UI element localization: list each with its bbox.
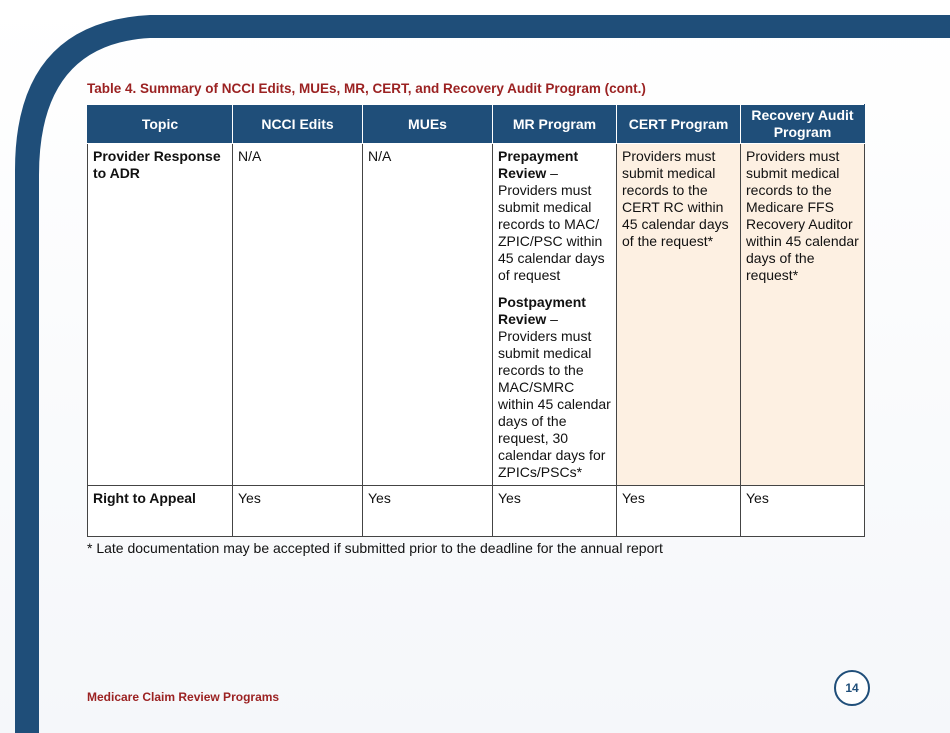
mr-prepayment-block <box>498 148 611 284</box>
header-mues: MUEs <box>363 105 493 144</box>
header-recovery-audit-program: Recovery Audit Program <box>741 105 865 144</box>
mr-postpayment-dash: – <box>546 311 558 327</box>
header-mr-program: MR Program <box>493 105 617 144</box>
cell-topic: Right to Appeal <box>88 486 233 537</box>
cell-mr-program <box>493 144 617 486</box>
cell-mues: N/A <box>363 144 493 486</box>
header-cert-program: CERT Program <box>617 105 741 144</box>
table-title: Table 4. Summary of NCCI Edits, MUEs, MR, CERT, and Recovery Audit Program (cont.) <box>87 81 646 96</box>
cell-recovery-audit-program: Yes <box>741 486 865 537</box>
cell-ncci-edits: Yes <box>233 486 363 537</box>
cell-recovery-audit-program: Providers must submit medical records to the Medicare FFS Recovery Auditor within 45 calendar days of the request* <box>741 144 865 486</box>
mr-postpayment-heading: Postpayment Review <box>498 294 586 327</box>
cell-mr-program: Yes <box>493 486 617 537</box>
page-number: 14 <box>845 681 859 695</box>
page-number-badge <box>834 670 870 706</box>
cell-topic: Provider Response to ADR <box>88 144 233 486</box>
footnote: * Late documentation may be accepted if submitted prior to the deadline for the annual report <box>87 540 663 556</box>
mr-postpayment-block <box>498 294 611 481</box>
cell-cert-program: Yes <box>617 486 741 537</box>
mr-postpayment-text: Providers must submit medical records to the MAC/SMRC within 45 calendar days of the request, 30 calendar days for ZPICs/PSCs* <box>498 328 611 480</box>
cell-ncci-edits: N/A <box>233 144 363 486</box>
table-header-row <box>88 105 865 144</box>
table-row <box>88 144 865 486</box>
summary-table <box>87 104 865 537</box>
mr-prepayment-heading: Prepayment Review <box>498 148 579 181</box>
cell-mues: Yes <box>363 486 493 537</box>
header-ncci-edits: NCCI Edits <box>233 105 363 144</box>
header-topic: Topic <box>88 105 233 144</box>
footer-title: Medicare Claim Review Programs <box>87 690 280 704</box>
cell-cert-program: Providers must submit medical records to the CERT RC within 45 calendar days of the request* <box>617 144 741 486</box>
mr-prepayment-dash: – <box>546 165 558 181</box>
mr-prepayment-text: Providers must submit medical records to MAC/ ZPIC/PSC within 45 calendar days of request <box>498 182 605 283</box>
table-row <box>88 486 865 537</box>
